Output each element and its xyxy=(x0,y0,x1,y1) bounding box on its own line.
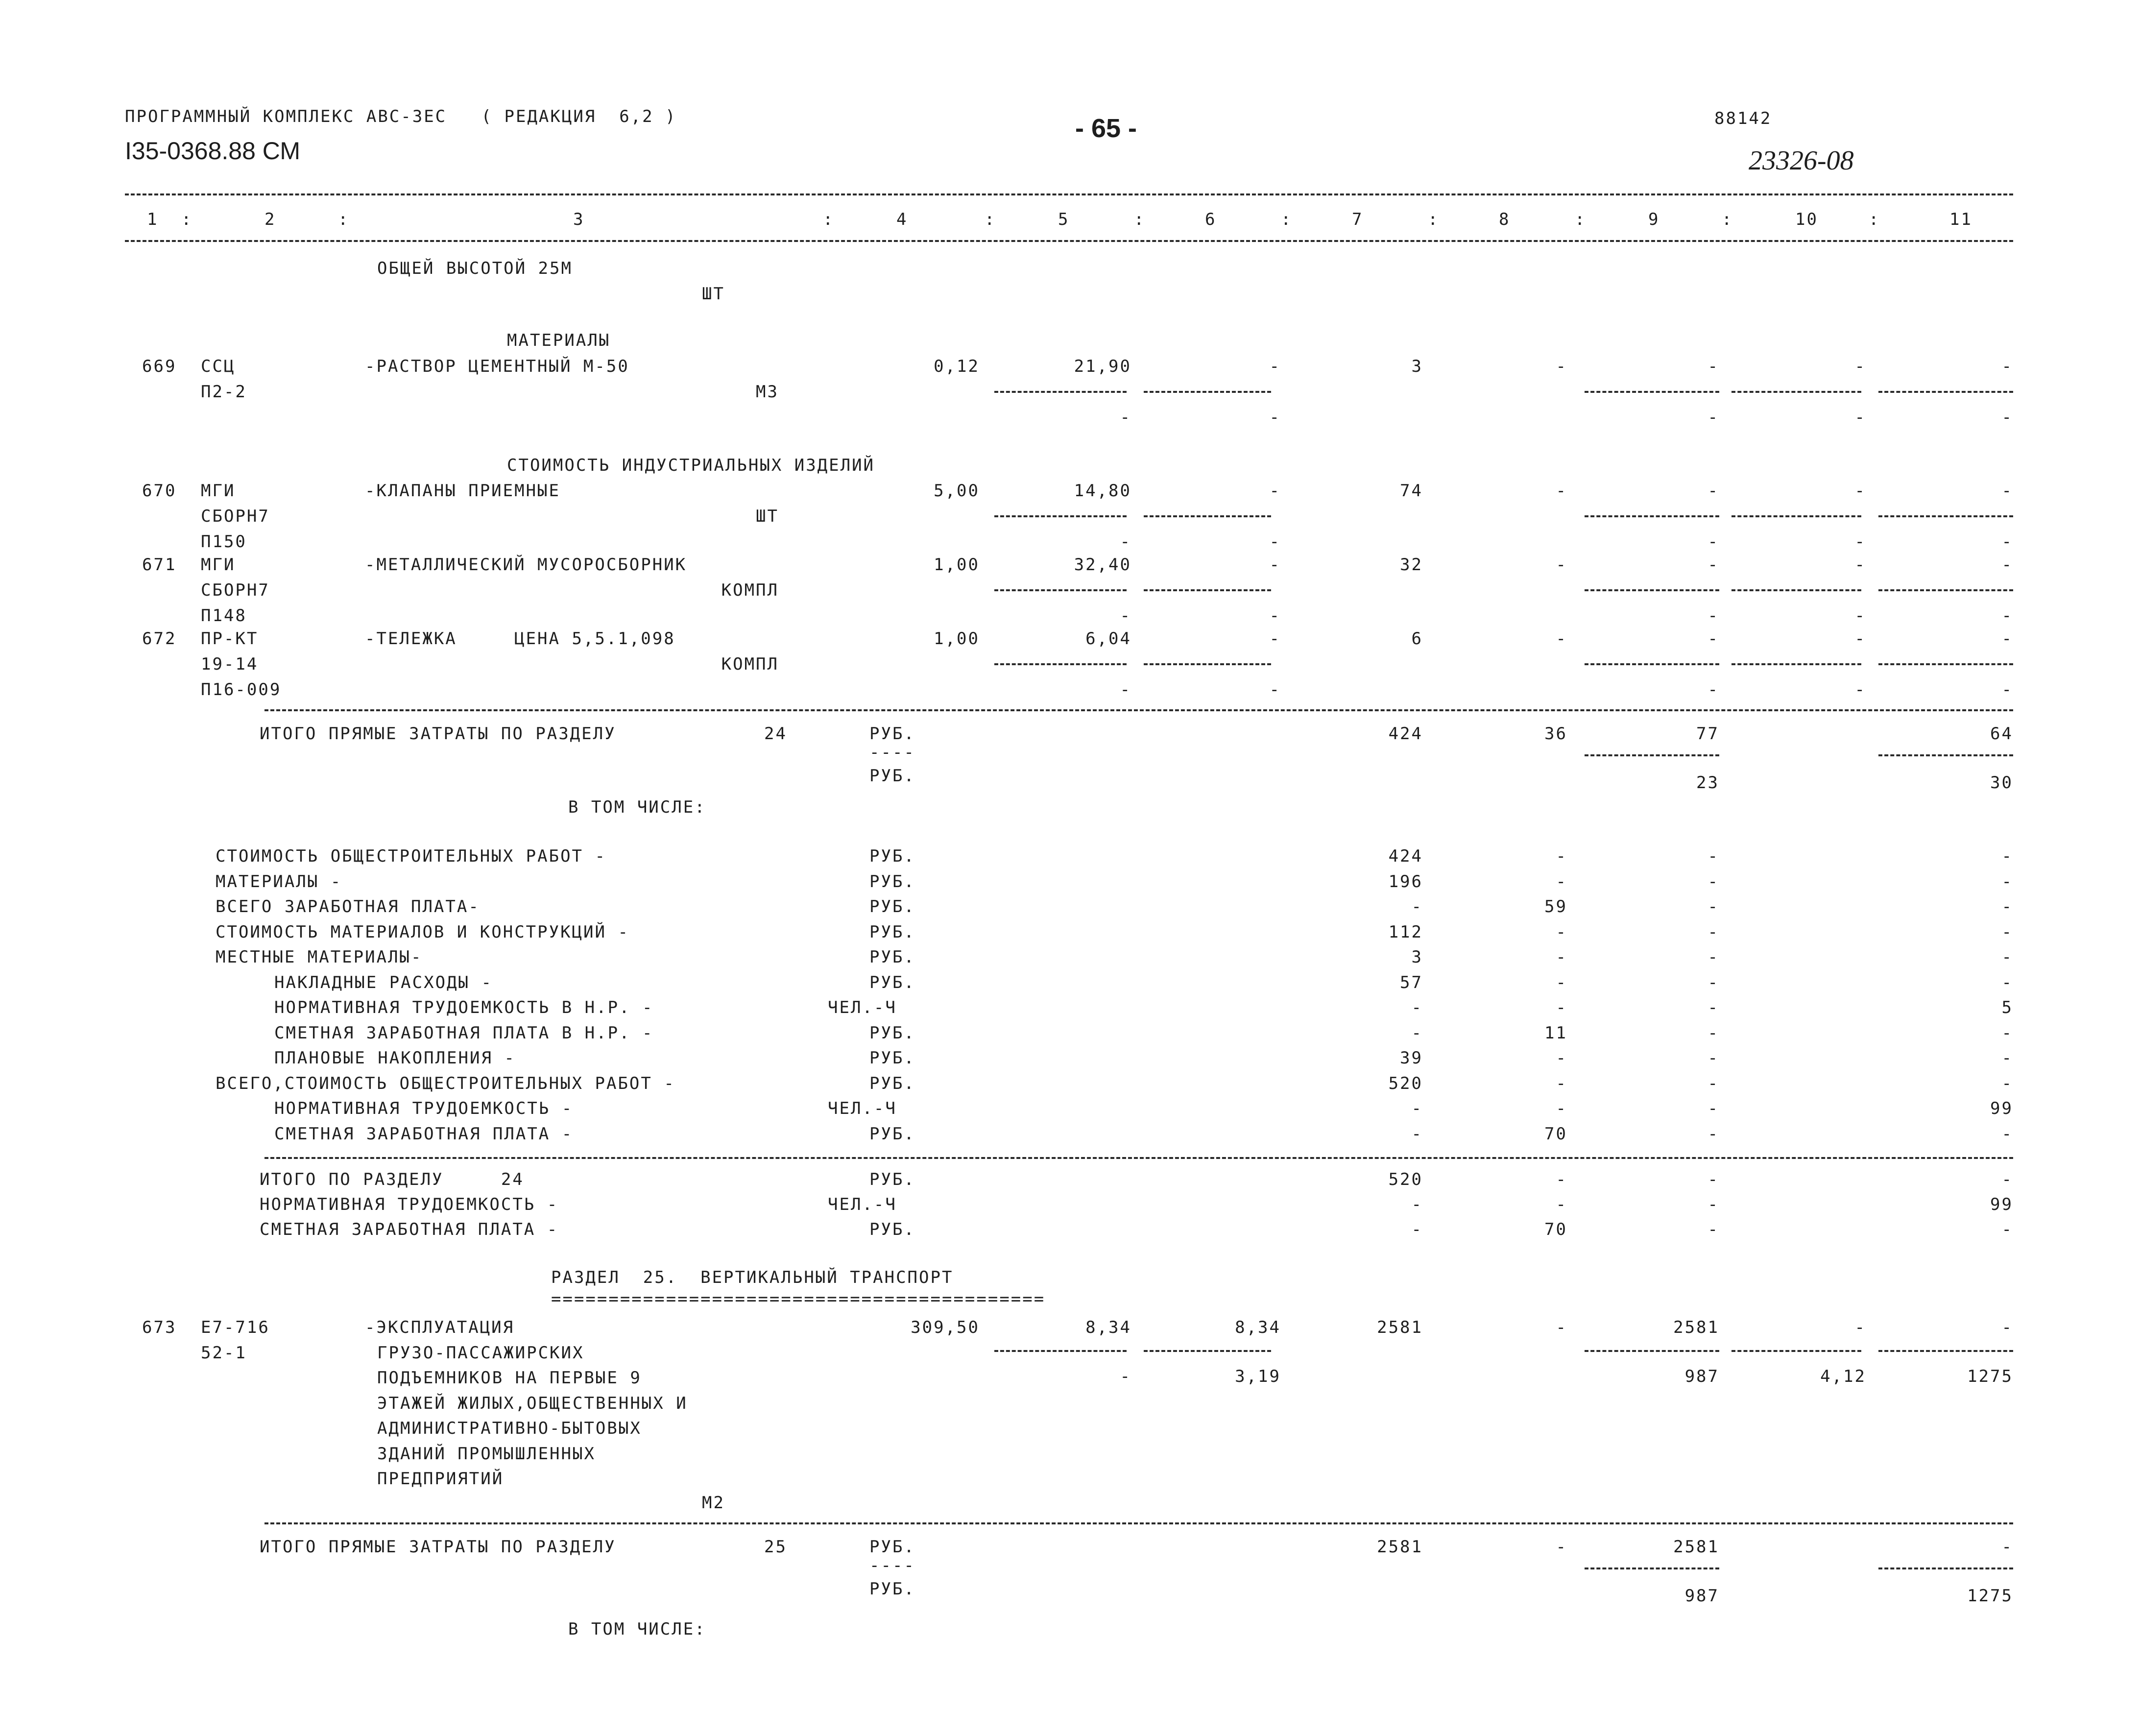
cell-c5-sub: - xyxy=(1120,532,1131,552)
breakdown-c8: - xyxy=(1556,1099,1567,1118)
breakdown-c7: - xyxy=(1411,998,1423,1017)
section-total-c9: - xyxy=(1707,1170,1719,1189)
section-total-label: ИТОГО ПО РАЗДЕЛУ 24 xyxy=(260,1170,524,1189)
cell-c5-sub: - xyxy=(1120,408,1131,427)
sub-rule xyxy=(1585,1350,1719,1352)
cell-c11-sub: 1275 xyxy=(1967,1367,2013,1386)
breakdown-label: СМЕТНАЯ ЗАРАБОТНАЯ ПЛАТА - xyxy=(274,1124,574,1144)
item-code-sub: П2-2 xyxy=(201,382,247,402)
breakdown-c11: 99 xyxy=(1990,1099,2013,1118)
breakdown-c11: - xyxy=(2001,897,2013,916)
breakdown-c7: 196 xyxy=(1388,871,1423,892)
section-rule xyxy=(264,1522,2013,1524)
item-description: АДМИНИСТРАТИВНО-БЫТОВЫХ xyxy=(377,1419,642,1438)
item-description: -РАСТВОР ЦЕМЕНТНЫЙ М-50 xyxy=(365,357,629,376)
section-total-c8: - xyxy=(1556,1170,1567,1189)
cell-c6-sub: - xyxy=(1269,408,1281,427)
breakdown-unit: РУБ. xyxy=(869,846,915,866)
breakdown-c8: 59 xyxy=(1544,897,1567,916)
section-total-c7: - xyxy=(1411,1195,1423,1214)
cell-c9-sub: - xyxy=(1707,532,1719,552)
sub-rule xyxy=(1585,1567,1719,1569)
item-code: ПР-КТ xyxy=(201,629,259,649)
breakdown-c9: - xyxy=(1707,972,1719,992)
cell-c6: - xyxy=(1269,481,1281,501)
item-description: ПОДЪЕМНИКОВ НА ПЕРВЫЕ 9 xyxy=(377,1368,642,1388)
column-header-11: 11 xyxy=(1949,210,1972,229)
sub-rule xyxy=(994,1350,1127,1352)
breakdown-c11: - xyxy=(2001,972,2013,992)
cell-c6: - xyxy=(1269,357,1281,376)
item-unit-price: 32,40 xyxy=(1074,555,1131,575)
breakdown-c8: - xyxy=(1556,972,1567,992)
breakdown-c9: - xyxy=(1707,871,1719,892)
sub-rule xyxy=(1585,663,1719,665)
section-total-c11: - xyxy=(2001,1220,2013,1239)
total-c11-sub: 30 xyxy=(1990,773,2013,793)
total-unit: РУБ. xyxy=(869,1537,915,1557)
section-total-label: НОРМАТИВНАЯ ТРУДОЕМКОСТЬ - xyxy=(260,1195,559,1214)
item-description: -ТЕЛЕЖКА ЦЕНА 5,5.1,098 xyxy=(365,629,675,649)
section-total-c8: - xyxy=(1556,1195,1567,1214)
sub-rule xyxy=(1731,589,1861,591)
breakdown-unit: РУБ. xyxy=(869,1073,915,1093)
cell-c6: 8,34 xyxy=(1235,1318,1281,1337)
breakdown-c9: - xyxy=(1707,1023,1719,1043)
cell-c6-sub: - xyxy=(1269,606,1281,626)
section-rule xyxy=(264,709,2013,711)
cell-c10-sub: - xyxy=(1854,680,1866,699)
breakdown-c7: - xyxy=(1411,1124,1423,1144)
column-header-5: 5 xyxy=(1058,210,1070,229)
item-unit-cont: ШТ xyxy=(702,284,725,304)
breakdown-label: СМЕТНАЯ ЗАРАБОТНАЯ ПЛАТА В Н.Р. - xyxy=(274,1023,654,1043)
header-rule-bottom xyxy=(125,240,2013,242)
cell-c5-sub: - xyxy=(1120,1367,1131,1386)
item-description-cont: ОБЩЕЙ ВЫСОТОЙ 25М xyxy=(377,259,573,278)
sub-rule xyxy=(994,663,1127,665)
cell-c11-sub: - xyxy=(2001,606,2013,626)
cell-c11: - xyxy=(2001,629,2013,649)
column-separator: : xyxy=(1722,210,1733,229)
breakdown-c9: - xyxy=(1707,922,1719,942)
cell-c10-sub: - xyxy=(1854,606,1866,626)
item-code-sub: СБОРН7 xyxy=(201,580,270,600)
cell-c10-sub: - xyxy=(1854,408,1866,427)
breakdown-c9: - xyxy=(1707,846,1719,866)
item-code-sub: 52-1 xyxy=(201,1343,247,1363)
item-quantity: 5,00 xyxy=(934,481,980,501)
column-header-8: 8 xyxy=(1499,210,1511,229)
item-quantity: 309,50 xyxy=(911,1318,980,1337)
section-title: РАЗДЕЛ 25. ВЕРТИКАЛЬНЫЙ ТРАНСПОРТ xyxy=(551,1268,954,1287)
breakdown-c8: - xyxy=(1556,871,1567,892)
cell-c9: 2581 xyxy=(1673,1318,1719,1337)
sub-rule xyxy=(1731,515,1861,517)
breakdown-c7: - xyxy=(1411,1023,1423,1043)
section-total-c11: - xyxy=(2001,1170,2013,1189)
breakdown-label: СТОИМОСТЬ ОБЩЕСТРОИТЕЛЬНЫХ РАБОТ - xyxy=(216,846,606,866)
breakdown-c8: - xyxy=(1556,922,1567,942)
item-total: 32 xyxy=(1400,555,1423,575)
cell-c8: - xyxy=(1556,1318,1567,1337)
program-title: ПРОГРАММНЫЙ КОМПЛЕКС АВС-3ЕС ( РЕДАКЦИЯ 6,2 ) xyxy=(125,107,677,126)
breakdown-c8: - xyxy=(1556,1073,1567,1093)
total-c11: - xyxy=(2001,1537,2013,1557)
item-total: 3 xyxy=(1411,357,1423,376)
item-number: 670 xyxy=(142,481,177,501)
breakdown-label: ВСЕГО ЗАРАБОТНАЯ ПЛАТА- xyxy=(216,897,480,916)
total-c11-sub: 1275 xyxy=(1967,1586,2013,1606)
sub-rule xyxy=(1878,1567,2013,1569)
total-unit-sub: РУБ. xyxy=(869,766,915,786)
cell-c11: - xyxy=(2001,357,2013,376)
item-total: 6 xyxy=(1411,629,1423,649)
sub-rule xyxy=(1878,391,2013,393)
item-description: ГРУЗО-ПАССАЖИРСКИХ xyxy=(377,1343,584,1363)
sub-rule xyxy=(1878,754,2013,756)
breakdown-c8: - xyxy=(1556,998,1567,1017)
breakdown-unit: РУБ. xyxy=(869,1124,915,1144)
sub-rule xyxy=(994,515,1127,517)
total-dash: ---- xyxy=(869,1556,915,1575)
group-title-materials: МАТЕРИАЛЫ xyxy=(507,331,611,350)
item-code-sub: П150 xyxy=(201,532,247,552)
item-number: 671 xyxy=(142,555,177,575)
column-separator: : xyxy=(985,210,996,229)
item-description: -МЕТАЛЛИЧЕСКИЙ МУСОРОСБОРНИК xyxy=(365,555,687,575)
item-quantity: 1,00 xyxy=(934,555,980,575)
cell-c8: - xyxy=(1556,629,1567,649)
breakdown-c9: - xyxy=(1707,1124,1719,1144)
cell-c11-sub: - xyxy=(2001,680,2013,699)
section-rule xyxy=(264,1157,2013,1159)
breakdown-c11: - xyxy=(2001,1124,2013,1144)
breakdown-unit: ЧЕЛ.-Ч xyxy=(828,1099,897,1118)
total-c7: 2581 xyxy=(1377,1537,1423,1557)
sub-rule xyxy=(1878,589,2013,591)
column-separator: : xyxy=(1134,210,1146,229)
document-code: I35-0368.88 СМ xyxy=(125,137,300,165)
item-description: -КЛАПАНЫ ПРИЕМНЫЕ xyxy=(365,481,560,501)
section-total-c7: - xyxy=(1411,1220,1423,1239)
cell-c8: - xyxy=(1556,481,1567,501)
sub-rule xyxy=(1585,515,1719,517)
total-label: ИТОГО ПРЯМЫЕ ЗАТРАТЫ ПО РАЗДЕЛУ xyxy=(260,1537,616,1557)
section-total-label: СМЕТНАЯ ЗАРАБОТНАЯ ПЛАТА - xyxy=(260,1220,559,1239)
breakdown-c11: - xyxy=(2001,846,2013,866)
item-description: -ЭКСПЛУАТАЦИЯ xyxy=(365,1318,515,1337)
section-total-c9: - xyxy=(1707,1220,1719,1239)
item-unit-price: 6,04 xyxy=(1085,629,1131,649)
breakdown-unit: РУБ. xyxy=(869,972,915,992)
item-unit-price: 21,90 xyxy=(1074,357,1131,376)
item-code-sub: П16-009 xyxy=(201,680,282,699)
breakdown-c8: - xyxy=(1556,1048,1567,1068)
item-number: 672 xyxy=(142,629,177,649)
cell-c9-sub: - xyxy=(1707,408,1719,427)
breakdown-c7: 424 xyxy=(1388,846,1423,866)
item-number: 669 xyxy=(142,357,177,376)
sub-rule xyxy=(1878,663,2013,665)
cell-c6: - xyxy=(1269,555,1281,575)
total-label: ИТОГО ПРЯМЫЕ ЗАТРАТЫ ПО РАЗДЕЛУ xyxy=(260,724,616,744)
breakdown-label: МЕСТНЫЕ МАТЕРИАЛЫ- xyxy=(216,947,423,967)
total-c11: 64 xyxy=(1990,724,2013,744)
column-header-7: 7 xyxy=(1352,210,1364,229)
cell-c10-sub: - xyxy=(1854,532,1866,552)
item-quantity: 1,00 xyxy=(934,629,980,649)
item-code-sub: 19-14 xyxy=(201,654,259,674)
cell-c10-sub: 4,12 xyxy=(1820,1367,1866,1386)
sub-rule xyxy=(1878,1350,2013,1352)
sub-rule xyxy=(1731,663,1861,665)
item-unit: М2 xyxy=(702,1493,725,1513)
breakdown-c9: - xyxy=(1707,1099,1719,1118)
column-header-3: 3 xyxy=(573,210,585,229)
cell-c9: - xyxy=(1707,481,1719,501)
item-total: 74 xyxy=(1400,481,1423,501)
breakdown-c11: 5 xyxy=(2001,998,2013,1017)
document-number: 88142 xyxy=(1714,109,1772,128)
cell-c9: - xyxy=(1707,555,1719,575)
breakdown-c7: 112 xyxy=(1388,922,1423,942)
sub-rule xyxy=(1144,1350,1271,1352)
column-header-6: 6 xyxy=(1205,210,1217,229)
cell-c11: - xyxy=(2001,1318,2013,1337)
column-separator: : xyxy=(1869,210,1880,229)
breakdown-c7: - xyxy=(1411,1099,1423,1118)
column-header-4: 4 xyxy=(896,210,908,229)
total-c9: 77 xyxy=(1696,724,1719,744)
breakdown-unit: ЧЕЛ.-Ч xyxy=(828,998,897,1017)
breakdown-label: СТОИМОСТЬ МАТЕРИАЛОВ И КОНСТРУКЦИЙ - xyxy=(216,922,629,942)
cell-c9-sub: 987 xyxy=(1684,1367,1719,1386)
header-rule-top xyxy=(125,193,2013,195)
column-separator: : xyxy=(1575,210,1587,229)
breakdown-c7: 520 xyxy=(1388,1073,1423,1093)
cell-c6-sub: 3,19 xyxy=(1235,1367,1281,1386)
sub-rule xyxy=(1144,515,1271,517)
cell-c9: - xyxy=(1707,629,1719,649)
item-description: ЭТАЖЕЙ ЖИЛЫХ,ОБЩЕСТВЕННЫХ И xyxy=(377,1393,688,1413)
cell-c8: - xyxy=(1556,555,1567,575)
breakdown-label: ВСЕГО,СТОИМОСТЬ ОБЩЕСТРОИТЕЛЬНЫХ РАБОТ - xyxy=(216,1073,675,1093)
column-separator: : xyxy=(823,210,835,229)
section-total-c8: 70 xyxy=(1544,1220,1567,1239)
sub-rule xyxy=(1731,1350,1861,1352)
breakdown-c7: 3 xyxy=(1411,947,1423,967)
item-description: ПРЕДПРИЯТИЙ xyxy=(377,1469,504,1489)
total-c9-sub: 23 xyxy=(1696,773,1719,793)
total-section-number: 24 xyxy=(764,724,787,744)
column-header-1: 1 xyxy=(147,210,159,229)
breakdown-c7: 39 xyxy=(1400,1048,1423,1068)
section-total-unit: РУБ. xyxy=(869,1170,915,1189)
breakdown-c11: - xyxy=(2001,871,2013,892)
cell-c8: - xyxy=(1556,357,1567,376)
breakdown-c9: - xyxy=(1707,897,1719,916)
breakdown-unit: РУБ. xyxy=(869,1048,915,1068)
column-separator: : xyxy=(338,210,350,229)
breakdown-c11: - xyxy=(2001,1073,2013,1093)
sub-rule xyxy=(1144,663,1271,665)
cell-c10: - xyxy=(1854,555,1866,575)
breakdown-c11: - xyxy=(2001,922,2013,942)
total-c9-sub: 987 xyxy=(1684,1586,1719,1606)
cell-c6: - xyxy=(1269,629,1281,649)
cell-c6-sub: - xyxy=(1269,680,1281,699)
sub-rule xyxy=(994,589,1127,591)
sub-rule xyxy=(1585,589,1719,591)
item-unit: М3 xyxy=(756,382,779,402)
group-title-industrial: СТОИМОСТЬ ИНДУСТРИАЛЬНЫХ ИЗДЕЛИЙ xyxy=(507,456,875,475)
breakdown-c8: - xyxy=(1556,947,1567,967)
breakdown-c8: - xyxy=(1556,846,1567,866)
item-unit: КОМПЛ xyxy=(721,580,779,600)
cell-c11: - xyxy=(2001,481,2013,501)
column-header-2: 2 xyxy=(264,210,276,229)
total-c9: 2581 xyxy=(1673,1537,1719,1557)
cell-c9-sub: - xyxy=(1707,680,1719,699)
breakdown-c8: 11 xyxy=(1544,1023,1567,1043)
item-unit-price: 8,34 xyxy=(1085,1318,1131,1337)
section-total-unit: РУБ. xyxy=(869,1220,915,1239)
breakdown-c11: - xyxy=(2001,1023,2013,1043)
breakdown-c9: - xyxy=(1707,998,1719,1017)
sub-rule xyxy=(1585,754,1719,756)
item-code: Е7-716 xyxy=(201,1318,270,1337)
cell-c6-sub: - xyxy=(1269,532,1281,552)
cell-c11-sub: - xyxy=(2001,532,2013,552)
item-code-sub: СБОРН7 xyxy=(201,506,270,526)
item-description: ЗДАНИЙ ПРОМЫШЛЕННЫХ xyxy=(377,1444,596,1464)
total-c8: - xyxy=(1556,1537,1567,1557)
item-unit: КОМПЛ xyxy=(721,654,779,674)
breakdown-unit: РУБ. xyxy=(869,947,915,967)
total-c8: 36 xyxy=(1544,724,1567,744)
item-code: ССЦ xyxy=(201,357,236,376)
item-code: МГИ xyxy=(201,481,236,501)
item-unit-price: 14,80 xyxy=(1074,481,1131,501)
breakdown-label: НОРМАТИВНАЯ ТРУДОЕМКОСТЬ В Н.Р. - xyxy=(274,998,654,1017)
cell-c10: - xyxy=(1854,629,1866,649)
column-header-10: 10 xyxy=(1795,210,1818,229)
cell-c5-sub: - xyxy=(1120,680,1131,699)
breakdown-label: ПЛАНОВЫЕ НАКОПЛЕНИЯ - xyxy=(274,1048,516,1068)
sub-rule xyxy=(1731,391,1861,393)
column-separator: : xyxy=(181,210,193,229)
item-unit: ШТ xyxy=(756,506,779,526)
cell-c5-sub: - xyxy=(1120,606,1131,626)
total-section-number: 25 xyxy=(764,1537,787,1557)
cell-c10: - xyxy=(1854,481,1866,501)
breakdown-unit: РУБ. xyxy=(869,1023,915,1043)
cell-c9: - xyxy=(1707,357,1719,376)
item-total: 2581 xyxy=(1377,1318,1423,1337)
breakdown-c9: - xyxy=(1707,1048,1719,1068)
breakdown-c9: - xyxy=(1707,947,1719,967)
breakdown-c11: - xyxy=(2001,1048,2013,1068)
handwritten-number: 23326-08 xyxy=(1749,145,1854,176)
sub-rule xyxy=(1585,391,1719,393)
cell-c11: - xyxy=(2001,555,2013,575)
sub-rule xyxy=(1144,391,1271,393)
breakdown-unit: РУБ. xyxy=(869,897,915,916)
cell-c10: - xyxy=(1854,357,1866,376)
column-separator: : xyxy=(1428,210,1440,229)
breakdown-label: МАТЕРИАЛЫ - xyxy=(216,871,342,892)
item-code-sub: П148 xyxy=(201,606,247,626)
including-title: В ТОМ ЧИСЛЕ: xyxy=(568,797,706,817)
column-separator: : xyxy=(1281,210,1293,229)
breakdown-c7: - xyxy=(1411,897,1423,916)
total-unit-sub: РУБ. xyxy=(869,1579,915,1599)
total-dash: ---- xyxy=(869,743,915,762)
total-unit: РУБ. xyxy=(869,724,915,744)
breakdown-unit: РУБ. xyxy=(869,922,915,942)
breakdown-unit: РУБ. xyxy=(869,871,915,892)
sub-rule xyxy=(1878,515,2013,517)
section-total-unit: ЧЕЛ.-Ч xyxy=(828,1195,897,1214)
section-total-c7: 520 xyxy=(1388,1170,1423,1189)
item-code: МГИ xyxy=(201,555,236,575)
including-title: В ТОМ ЧИСЛЕ: xyxy=(568,1619,706,1639)
sub-rule xyxy=(994,391,1127,393)
breakdown-c9: - xyxy=(1707,1073,1719,1093)
breakdown-c8: 70 xyxy=(1544,1124,1567,1144)
page-number: - 65 - xyxy=(1075,114,1137,143)
column-header-9: 9 xyxy=(1648,210,1660,229)
sub-rule xyxy=(1144,589,1271,591)
breakdown-label: НАКЛАДНЫЕ РАСХОДЫ - xyxy=(274,972,493,992)
item-number: 673 xyxy=(142,1318,177,1337)
item-quantity: 0,12 xyxy=(934,357,980,376)
section-total-c9: - xyxy=(1707,1195,1719,1214)
cell-c9-sub: - xyxy=(1707,606,1719,626)
breakdown-c7: 57 xyxy=(1400,972,1423,992)
breakdown-c11: - xyxy=(2001,947,2013,967)
breakdown-label: НОРМАТИВНАЯ ТРУДОЕМКОСТЬ - xyxy=(274,1099,574,1118)
section-total-c11: 99 xyxy=(1990,1195,2013,1214)
cell-c10: - xyxy=(1854,1318,1866,1337)
section-title-underline: =========================================== xyxy=(551,1289,1046,1309)
cell-c11-sub: - xyxy=(2001,408,2013,427)
total-c7: 424 xyxy=(1388,724,1423,744)
